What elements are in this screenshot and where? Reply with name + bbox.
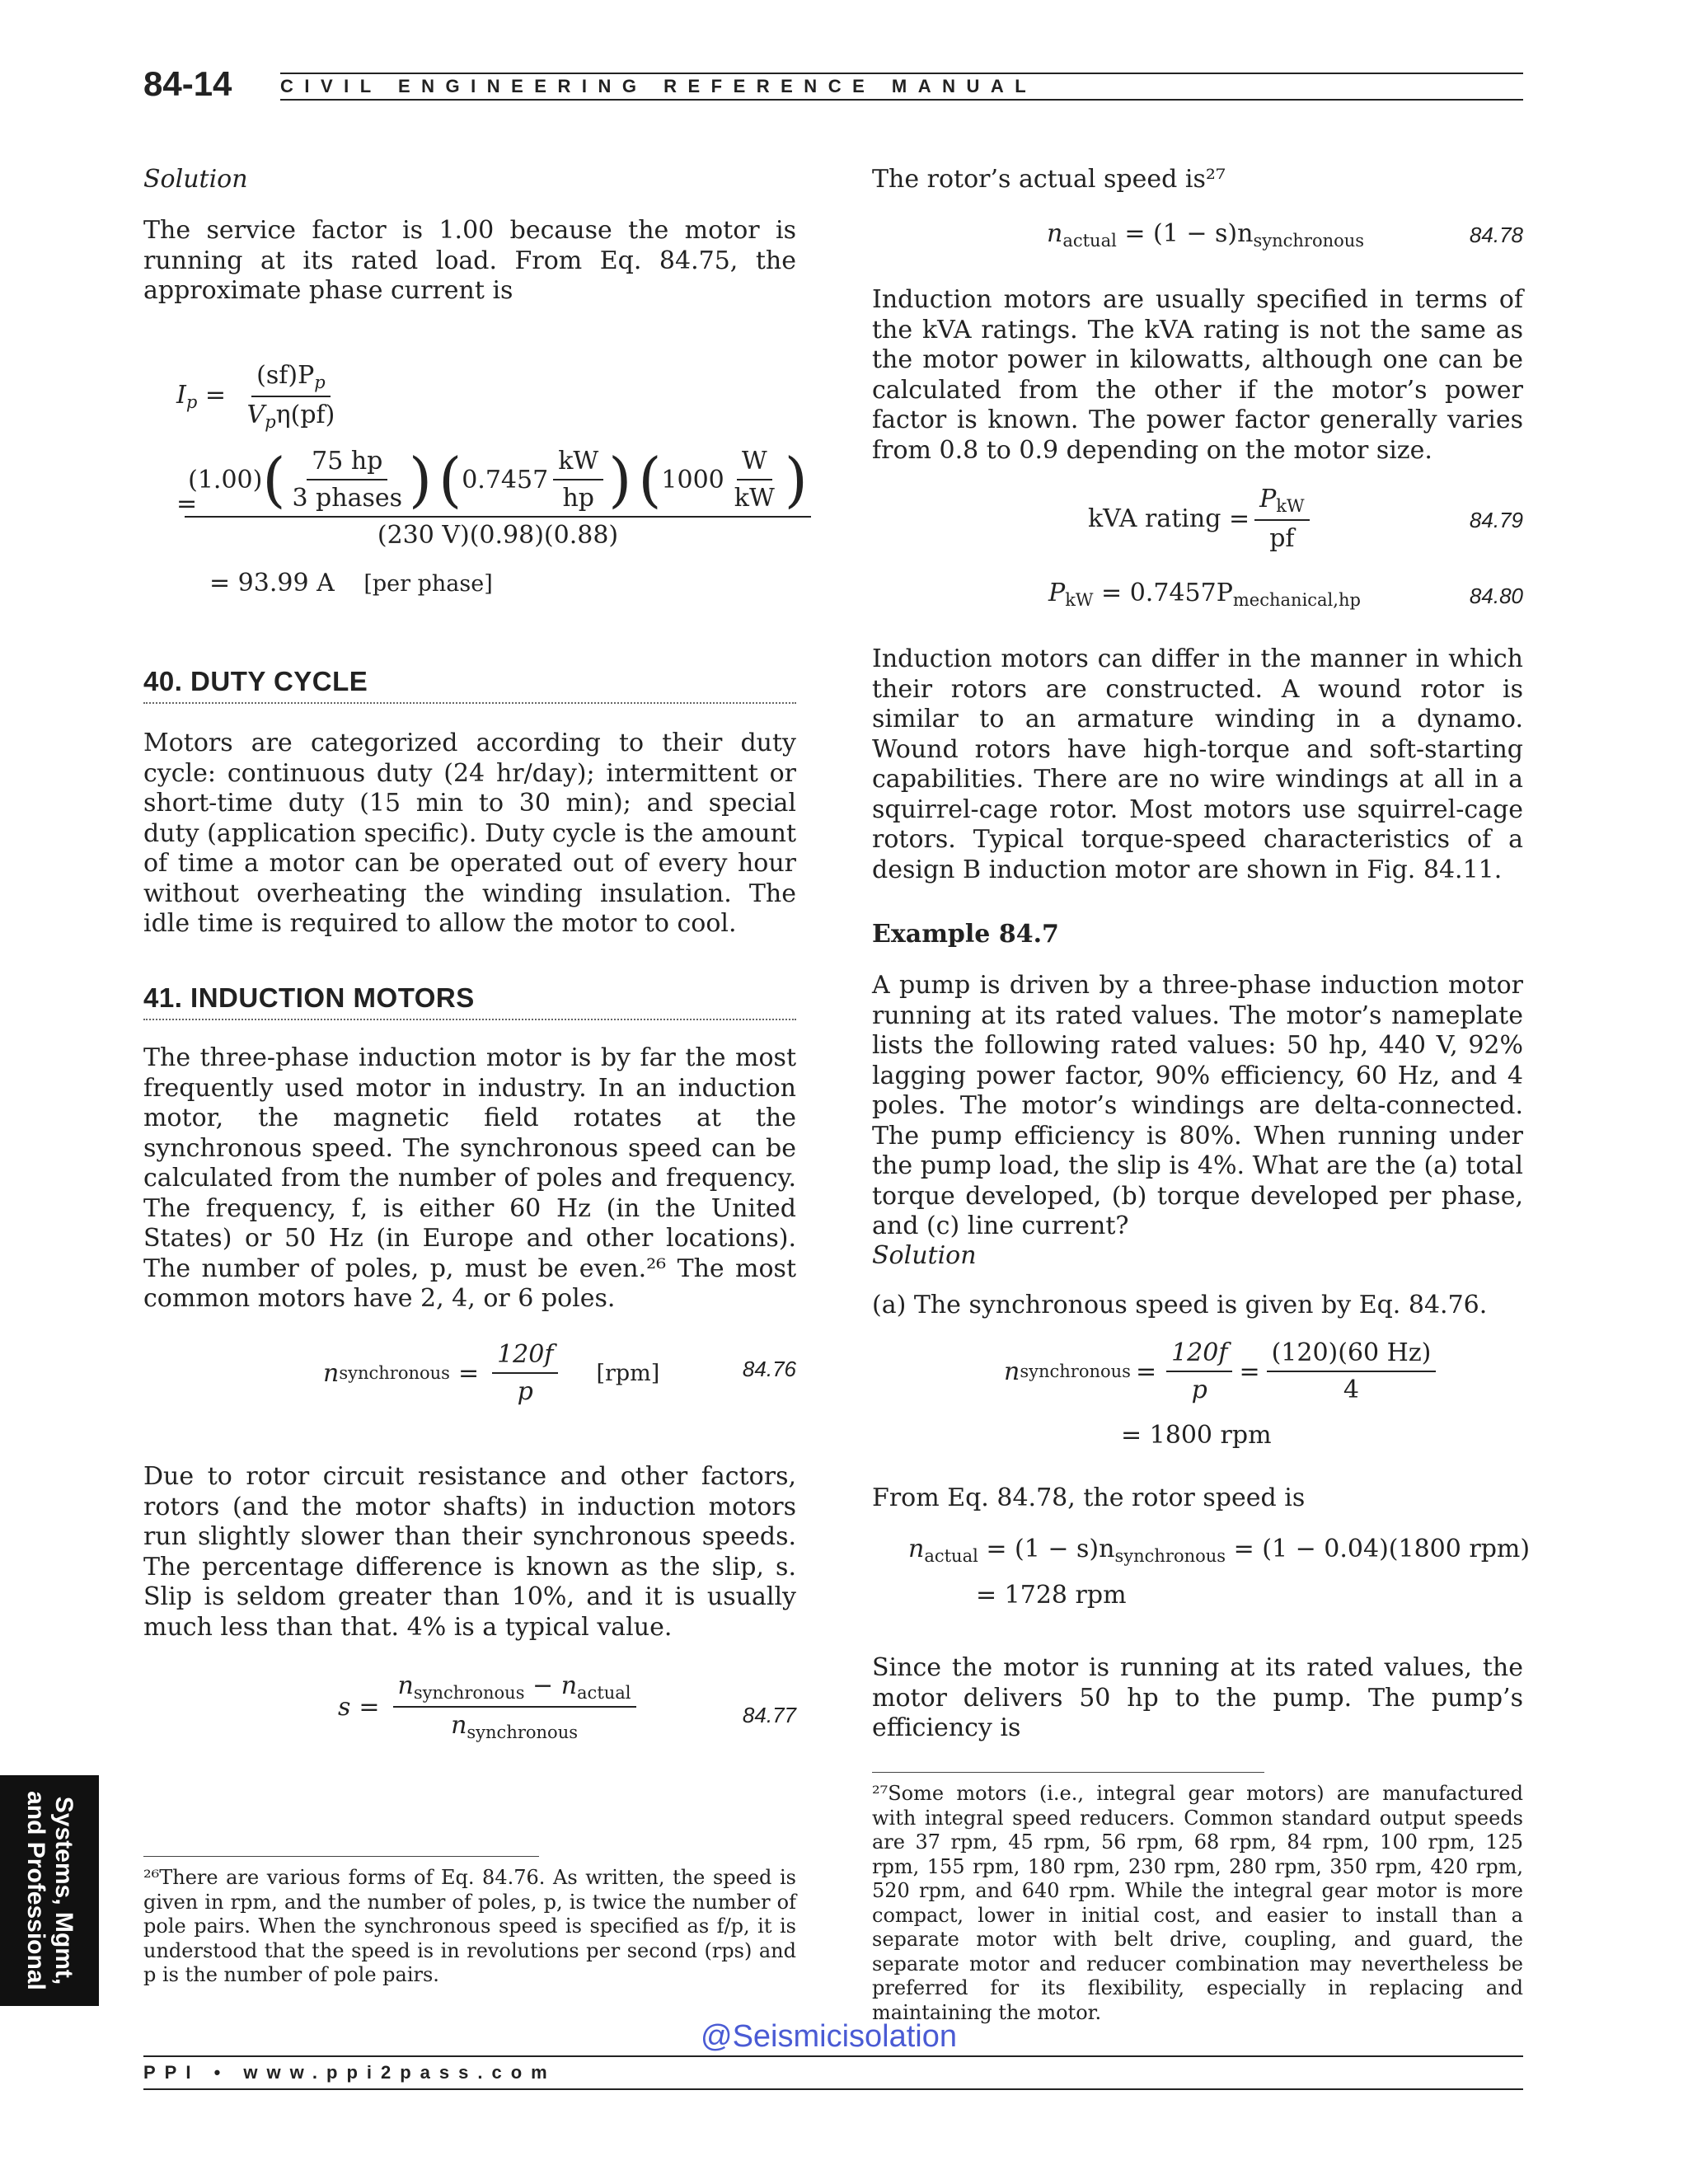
equation-84-79: kVA rating = $\frac{P_{kW}}{pf}$ 84.79	[1088, 485, 1523, 553]
ip-result-note: [per phase]	[363, 571, 493, 597]
eq-number-84-79: 84.79	[1469, 508, 1523, 532]
rotor-speed-text: The rotor’s actual speed is²⁷	[872, 165, 1226, 194]
watermark: @Seismicisolation	[701, 2019, 958, 2054]
eq-number-84-80: 84.80	[1469, 583, 1523, 608]
example-title: Example 84.7	[872, 920, 1059, 949]
solution-label-left: Solution	[143, 165, 248, 194]
sync-result: = 1800 rpm	[1121, 1421, 1272, 1450]
section-40-heading: 40. DUTY CYCLE	[143, 666, 796, 704]
equation-84-80: $P_{kW} = 0.7457P_{mechanical,hp}$ 84.80	[1048, 579, 1523, 610]
side-tab	[0, 1775, 99, 2006]
section-41-heading: 41. INDUCTION MOTORS	[143, 982, 796, 1020]
header-rule-bottom	[280, 99, 1523, 101]
footer-text: PPI • www.ppi2pass.com	[143, 2062, 556, 2083]
eq-number-84-78: 84.78	[1469, 223, 1523, 247]
page-number: 84-14	[143, 64, 232, 103]
equation-84-77: s = $\frac{n_{synchronous} - n_{actual}}{n_{synchronous}}$ 84.77	[338, 1671, 796, 1742]
slip-text: Due to rotor circuit resistance and other factors, rotors (and the motor shafts) in induction motors run slightly slower than their synchronous speeds. The percentage difference is known as the slip, s. Slip is seldom greater than 10%, and it is usually much less than that. 4% is a typical value.	[143, 1462, 796, 1642]
footnote-26: ²⁶There are various forms of Eq. 84.76. As written, the speed is given in rpm, and the number of poles, p, is twice the number of pole pairs. When the synchronous speed is specified as f/p, it is understood that the speed is in revolutions per second (rps) and p is the number of pole pairs.	[143, 1866, 796, 1986]
footnote-27: ²⁷Some motors (i.e., integral gear motors) are manufactured with integral speed reducers. Common standard output speeds are 37 rpm, 45 rpm, 56 rpm, 68 rpm, 84 rpm, 100 rpm, 125 rpm, 155 rpm, 180 rpm, 230 rpm, 280 rpm, 350 rpm, 420 rpm, 520 rpm, and 640 rpm. While the integral gear motor is more compact, lower in initial cost, and easier to install than a separate motor with belt drive, coupling, and guard, the separate motor and reducer combination may nevertheless be preferred for its flexibility, especially in replacing and maintaining the motor.	[872, 1782, 1523, 2024]
equation-sync-speed: n synchronous = $\frac{120f}{p}$ = $\frac{(120)(60 Hz)}{4}$ = 1800 rpm	[872, 1338, 1523, 1454]
footnote-rule-right	[872, 1772, 1264, 1773]
equation-84-76: n synchronous = $\frac{120f}{p}$ [rpm] 84.76	[323, 1340, 796, 1406]
from-eq-text: From Eq. 84.78, the rotor speed is	[872, 1483, 1306, 1512]
solution-a-text: (a) The synchronous speed is given by Eq. 84.76.	[872, 1291, 1488, 1319]
footer-rule	[143, 2055, 1523, 2057]
section-41-text: The three-phase induction motor is by far the most frequently used motor in industry. In an induction motor, the magnetic field rotates at the synchronous speed. The synchronous speed can be calculated from the number of poles and frequency. The frequency, f, is either 60 Hz (in the United States) or 50 Hz (in Europe and other locations). The number of poles, p, must be even.²⁶ The most common motors have 2, 4, or 6 poles.	[143, 1043, 796, 1313]
solution-text-left: The service factor is 1.00 because the motor is running at its rated load. From Eq. 84.75, the approximate phase current is	[143, 216, 796, 305]
header-rule-top	[280, 73, 1523, 74]
section-40-text: Motors are categorized according to their duty cycle: continuous duty (24 hr/day); intermittent or short-time duty (15 min to 30 min); and special duty (application specific). Duty cycle is the amount of time a motor can be operated out of every hour without overheating the winding insulation. The idle time is required to allow the motor to cool.	[143, 729, 796, 938]
solution-label-right: Solution	[872, 1241, 977, 1270]
ip-lhs: I	[176, 381, 186, 410]
since-text: Since the motor is running at its rated values, the motor delivers 50 hp to the pump. The pump’s efficiency is	[872, 1653, 1523, 1742]
kva-text: Induction motors are usually specified in terms of the kVA ratings. The kVA rating is not the same as the motor power in kilowatts, although one can be calculated from the other if the motor’s power factor is known. The power factor generally varies from 0.8 to 0.9 depending on the motor size.	[872, 285, 1523, 465]
footer-rule-bottom	[143, 2088, 1523, 2090]
page-header	[143, 64, 1523, 102]
ip-n1: (1.00)	[188, 465, 263, 494]
side-tab-line-2: and Professional	[22, 1791, 49, 1990]
equation-84-78: $n_{actual} = (1 - s)n_{synchronous}$ 84.78	[1047, 219, 1523, 251]
eq-number-84-77: 84.77	[742, 1703, 796, 1727]
example-text: A pump is driven by a three-phase induction motor running at its rated values. The motor’s nameplate lists the following rated values: 50 hp, 440 V, 92% lagging power factor, 90% efficiency, 60 Hz, and 4 poles. The motor’s windings are delta-connected. The pump efficiency is 80%. When running under the pump load, the slip is 4%. What are the (a) total torque developed, (b) torque developed per phase, and (c) line current?	[872, 971, 1523, 1240]
footnote-rule-left	[143, 1856, 539, 1857]
side-tab-line-1: Systems, Mgmt,	[50, 1796, 77, 1985]
running-title: CIVIL ENGINEERING REFERENCE MANUAL	[280, 76, 1038, 96]
eq-number-84-76: 84.76	[742, 1357, 796, 1381]
ip-result: = 93.99 A	[209, 569, 335, 598]
rotor-types-text: Induction motors can differ in the manner in which their rotors are constructed. A wound rotor is similar to an armature winding in a dynamo. Wound rotors have high-torque and soft-starting capabilities. There are no wire windings at all in a squirrel-cage rotor. Most motors use squirrel-cage rotors. Typical torque-speed characteristics of a design B induction motor are shown in Fig. 84.11.	[872, 644, 1523, 884]
equation-phase-current: $I_p$ = $\frac{(sf)P_p}{V_p\eta(pf)}$ (1.00) ( $\frac{75 hp}{\text{3 phases}}$ ) ( 0.7457 $\frac{kW}{hp}$ ) ( 1000 $\frac{W}{kW}$ ) (230 V)(0.98)(0.88) = = 93.99 A [per phase]	[176, 354, 803, 602]
equation-actual-speed: $n_{actual} = (1 - s)n_{synchronous} = (1 - 0.04)(1800$ rpm) = 1728 rpm	[908, 1535, 1531, 1610]
actual-result: = 1728 rpm	[976, 1581, 1127, 1610]
